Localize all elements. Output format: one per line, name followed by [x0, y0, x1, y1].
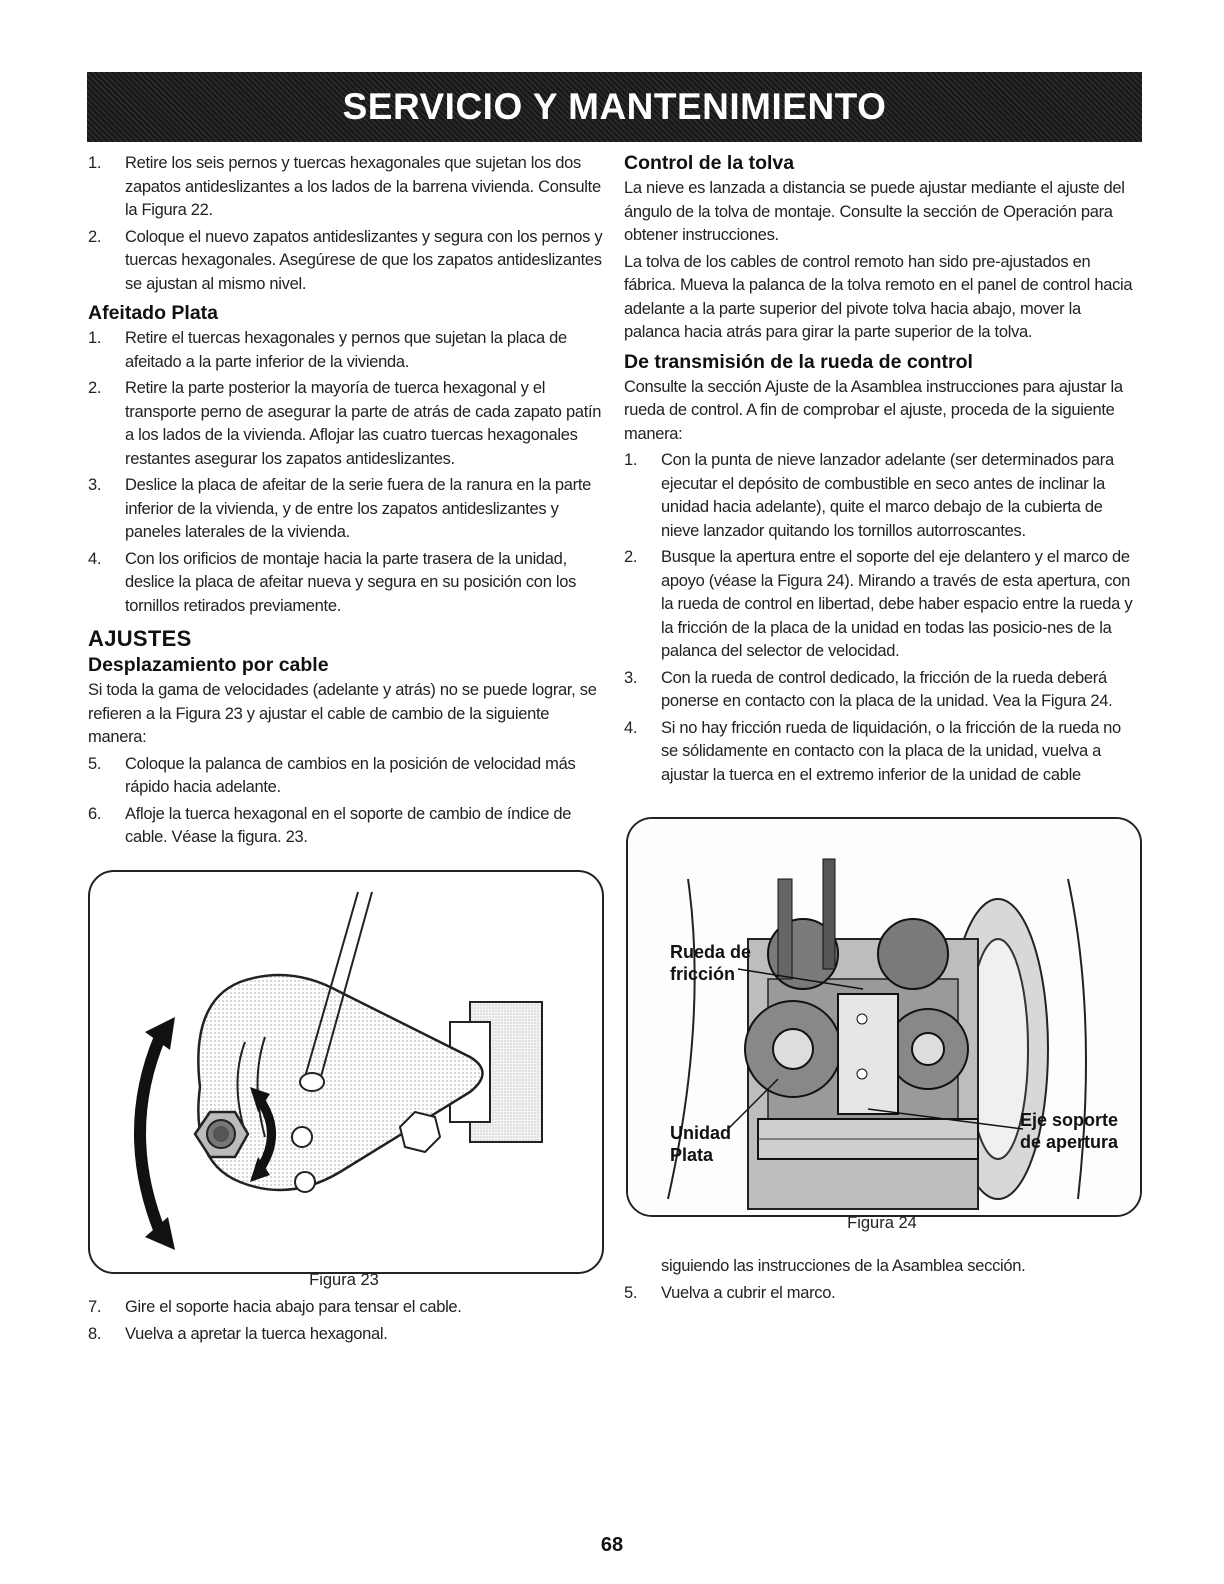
list-item: 1. Con la punta de nieve lanzador adelante (ser determinados para ejecutar el depósito de combustible en seco antes de inclinar la unidad hacia adelante), quite el marco debajo de la cubierta de nieve lanzador quitando los tornillos autorroscantes. — [624, 451, 1114, 540]
range-arrow-icon — [140, 1037, 160, 1232]
right-after-figure — [624, 1255, 1136, 1308]
cable-steps — [88, 753, 603, 850]
transmision-intro: Consulte la sección Ajuste de la Asamblea instrucciones para ajustar la rueda de control. A fin de comprobar el ajuste, proceda de la siguiente manera: — [624, 377, 1123, 443]
figure-24 — [626, 817, 1142, 1217]
left-column — [88, 152, 603, 853]
skid-shoe-steps — [88, 152, 603, 296]
list-item: 8. Vuelva a apretar la tuerca hexagonal. — [88, 1324, 388, 1343]
transmision-final-steps — [624, 1282, 1136, 1306]
cable-final-steps — [88, 1296, 603, 1346]
list-item: 1. Retire los seis pernos y tuercas hexagonales que sujetan los dos zapatos antideslizantes a los lados de la barrena vivienda. Consulte la Figura 22. — [88, 154, 601, 219]
figure-23-caption: Figura 23 — [309, 1271, 379, 1289]
section-banner — [87, 72, 1142, 142]
list-item: 3. Con la rueda de control dedicado, la fricción de la rueda deberá ponerse en contacto con la placa de la unidad. Vea la Figura 24. — [624, 668, 1113, 710]
figure-24-caption: Figura 24 — [847, 1214, 917, 1232]
shave-plate-steps — [88, 327, 603, 618]
left-after-figure — [88, 1296, 603, 1349]
transmision-steps — [624, 449, 1136, 787]
cable-end — [300, 1073, 324, 1091]
list-item: 2. Coloque el nuevo zapatos antideslizantes y segura con los pernos y tuercas hexagonales. Asegúrese de que los zapatos antideslizantes se ajustan al mismo nivel. — [88, 227, 603, 293]
list-item: 7. Gire el soporte hacia abajo para tensar el cable. — [88, 1298, 462, 1316]
heading-afeitado-plata: Afeitado Plata — [88, 302, 219, 324]
heading-transmision-rueda: De transmisión de la rueda de control — [624, 350, 973, 373]
list-item: 4. Con los orificios de montaje hacia la parte trasera de la unidad, deslice la placa de afeitar nueva y segura en su posición con los tornillos retirados previamente. — [88, 549, 577, 615]
heading-control-tolva: Control de la tolva — [624, 152, 795, 174]
list-item: 4. Si no hay fricción rueda de liquidación, o la fricción de la rueda no se sólidamente en contacto con la placa de la unidad, vuelva a ajustar la tuerca en el extremo inferior de la unidad de cable — [624, 718, 1121, 784]
section-title: SERVICIO Y MANTENIMIENTO — [342, 86, 887, 127]
heading-desplazamiento-cable: Desplazamiento por cable — [88, 654, 329, 676]
page-number: 68 — [600, 1534, 624, 1556]
continuation-text: siguiendo las instrucciones de la Asamblea sección. — [661, 1257, 1026, 1275]
tolva-paragraph: La tolva de los cables de control remoto han sido pre-ajustados en fábrica. Mueva la palanca de la tolva remoto en el panel de control hacia adelante a la parte superior del pivote tolva hacia abajo, mover la palanca hacia atrás para girar la parte superior de la tolva. — [624, 252, 1133, 341]
list-item: 5. Vuelva a cubrir el marco. — [624, 1283, 836, 1302]
list-item: 2. Retire la parte posterior la mayoría de tuerca hexagonal y el transporte perno de asegurar la parte de atrás de cada zapato patín a los lados de la vivienda. Aflojar las cuatro tuercas hexagonales restantes asegurar los zapatos antideslizantes. — [88, 379, 602, 468]
right-column — [624, 152, 1136, 790]
heading-ajustes: AJUSTES — [88, 626, 192, 651]
shift-bracket-illustration — [90, 872, 602, 1272]
list-item: 1. Retire el tuercas hexagonales y pernos que sujetan la placa de afeitado a la parte inferior de la vivienda. — [88, 329, 567, 371]
list-item: 2. Busque la apertura entre el soporte del eje delantero y el marco de apoyo (véase la Figura 24). Mirando a través de esta apertura, con la rueda de control en libertad, debe haber espacio entre la rueda y la fricción de la placa de la unidad en todas las posicio-nes de la palanca del selector de velocidad. — [624, 548, 1133, 660]
label-axle-support: Eje soporte de apertura — [1020, 1110, 1119, 1152]
label-drive-plate: Unidad Plata — [670, 1123, 731, 1165]
tolva-paragraph: La nieve es lanzada a distancia se puede ajustar mediante el ajuste del ángulo de la tolva de montaje. Consulte la sección de Operación para obtener instrucciones. — [624, 179, 1125, 244]
label-friction-wheel: Rueda de fricción — [670, 942, 752, 984]
cable-intro: Si toda la gama de velocidades (adelante y atrás) no se puede lograr, se refieren a la Figura 23 y ajustar el cable de cambio de la siguiente manera: — [88, 681, 597, 746]
figure-23 — [88, 870, 604, 1274]
list-item: 3. Deslice la placa de afeitar de la serie fuera de la ranura en la parte inferior de la vivienda, y de entre los zapatos antideslizantes y paneles laterales de la vivienda. — [88, 476, 592, 541]
list-item: 6. Afloje la tuerca hexagonal en el soporte de cambio de índice de cable. Véase la figura. 23. — [88, 804, 572, 846]
list-item: 5. Coloque la palanca de cambios en la posición de velocidad más rápido hacia adelante. — [88, 754, 576, 796]
